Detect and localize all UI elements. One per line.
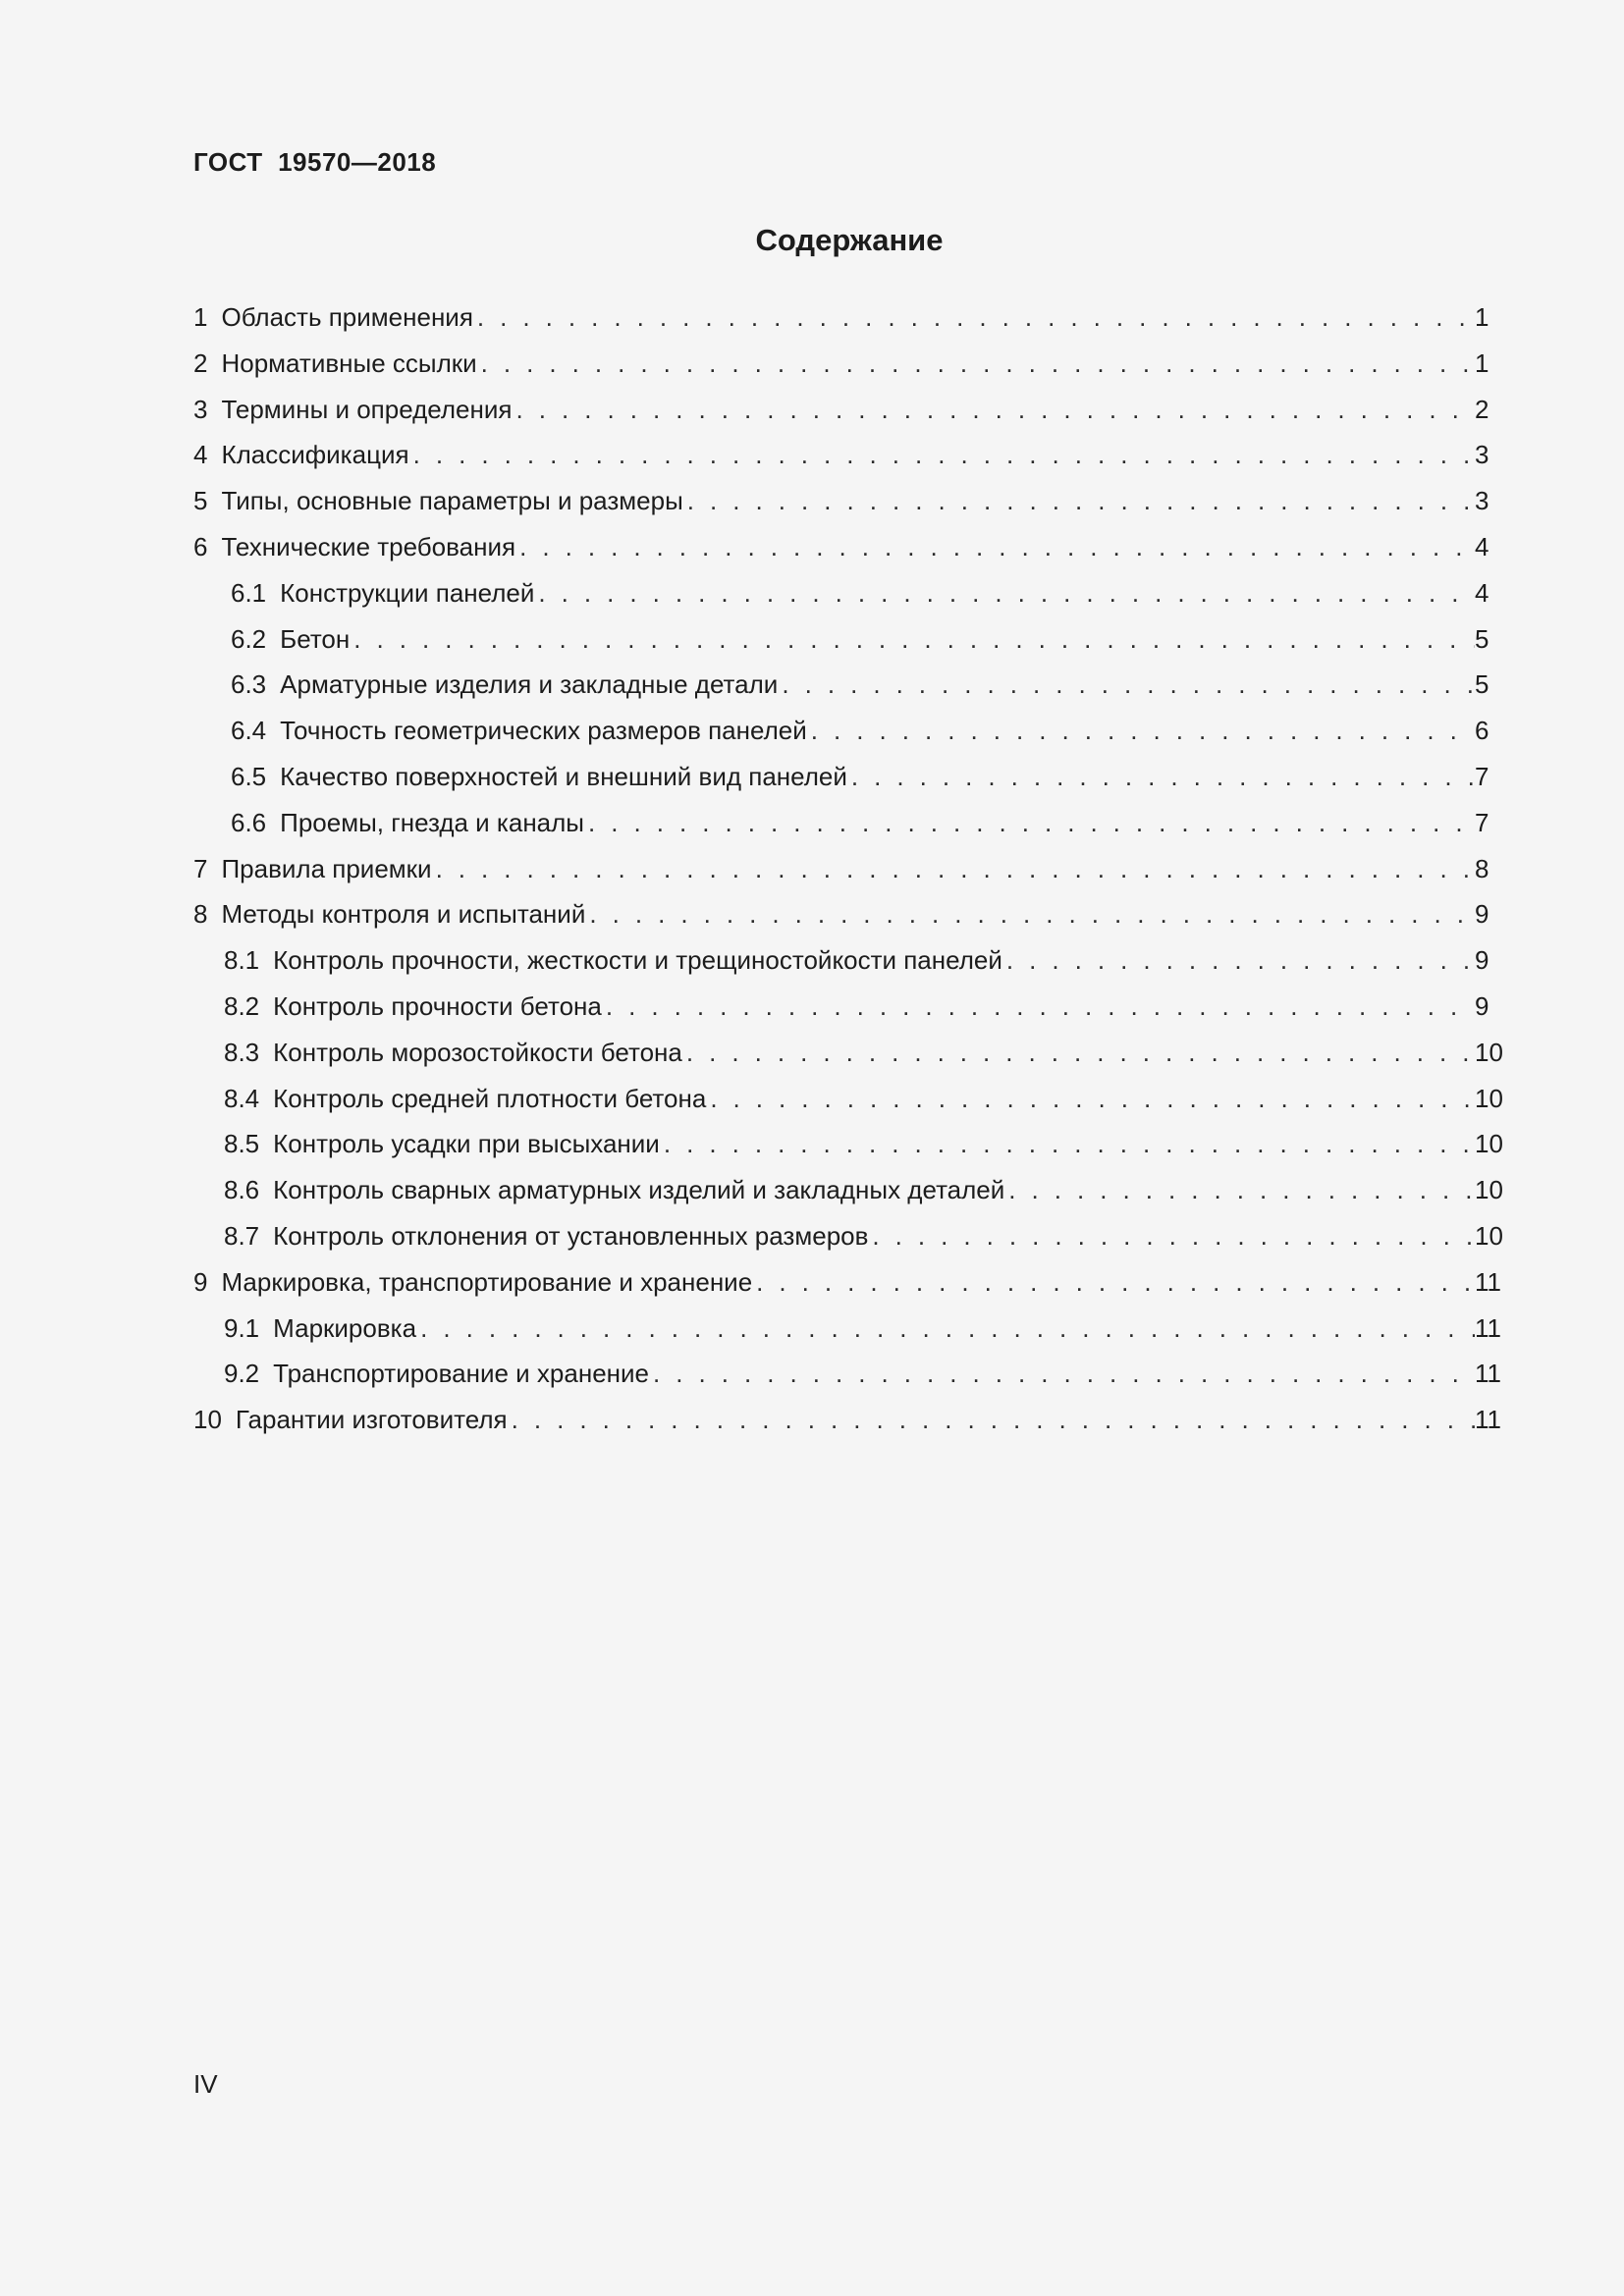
toc-dot-leader xyxy=(649,1354,1475,1393)
toc-dot-leader xyxy=(1004,1170,1475,1209)
toc-dot-leader xyxy=(682,1033,1475,1072)
toc-entry-number: 4 xyxy=(193,440,208,470)
toc-entry-number: 8.7 xyxy=(224,1220,260,1251)
toc-entry-title: Контроль усадки при высыхании xyxy=(273,1129,660,1159)
toc-entry[interactable] xyxy=(193,1079,1509,1125)
toc-dot-leader xyxy=(847,757,1475,796)
toc-dot-leader xyxy=(477,344,1475,383)
toc-entry[interactable] xyxy=(193,803,1509,849)
toc-entry-page: 9 xyxy=(1475,990,1489,1021)
toc-dot-leader xyxy=(683,481,1475,520)
toc-entry-number: 8.6 xyxy=(224,1175,260,1205)
toc-entry[interactable] xyxy=(193,435,1509,481)
toc-entry-page: 1 xyxy=(1475,347,1489,378)
toc-dot-leader xyxy=(409,435,1475,474)
toc-entry-page: 5 xyxy=(1475,669,1489,700)
toc-entry-page: 9 xyxy=(1475,945,1489,976)
toc-entry-page: 7 xyxy=(1475,761,1489,791)
toc-entry-number: 6.1 xyxy=(231,577,267,608)
toc-entry-page: 11 xyxy=(1475,1266,1501,1297)
toc-entry-title: Правила приемки xyxy=(221,853,432,883)
toc-entry-page: 4 xyxy=(1475,531,1489,561)
toc-entry-title: Нормативные ссылки xyxy=(221,347,477,378)
toc-entry-title: Маркировка, транспортирование и хранение xyxy=(221,1266,753,1297)
toc-entry-page: 10 xyxy=(1475,1129,1503,1159)
toc-entry[interactable] xyxy=(193,1354,1509,1400)
toc-entry-number: 8.1 xyxy=(224,945,260,976)
toc-dot-leader xyxy=(1002,940,1475,980)
toc-entry[interactable] xyxy=(193,1216,1509,1262)
toc-entry-number: 3 xyxy=(193,394,208,424)
toc-entry[interactable] xyxy=(193,1308,1509,1355)
toc-entry-title: Бетон xyxy=(280,623,351,654)
toc-entry-number: 5 xyxy=(193,486,208,516)
toc-entry[interactable] xyxy=(193,849,1509,895)
toc-entry-title: Качество поверхностей и внешний вид панелей xyxy=(280,761,847,791)
toc-entry-title: Контроль прочности бетона xyxy=(273,990,602,1021)
toc-entry-number: 6.2 xyxy=(231,623,267,654)
toc-entry-title: Контроль морозостойкости бетона xyxy=(273,1037,682,1067)
toc-entry-number: 8.4 xyxy=(224,1083,260,1113)
toc-entry-page: 11 xyxy=(1475,1312,1501,1343)
toc-entry-title: Арматурные изделия и закладные детали xyxy=(280,669,779,700)
toc-entry-number: 7 xyxy=(193,853,208,883)
toc-entry-number: 8.3 xyxy=(224,1037,260,1067)
toc-entry[interactable] xyxy=(193,390,1509,436)
toc-entry[interactable] xyxy=(193,1033,1509,1079)
toc-entry[interactable] xyxy=(193,987,1509,1033)
page-title: Содержание xyxy=(755,223,944,257)
toc-dot-leader xyxy=(515,527,1475,566)
toc-entry[interactable] xyxy=(193,481,1509,527)
toc-dot-leader xyxy=(778,665,1475,704)
toc-entry-number: 8.5 xyxy=(224,1129,260,1159)
toc-entry-title: Точность геометрических размеров панелей xyxy=(280,716,807,746)
toc-dot-leader xyxy=(512,390,1475,429)
toc-entry-title: Контроль прочности, жесткости и трещиностойкости панелей xyxy=(273,945,1002,976)
toc-entry-title: Конструкции панелей xyxy=(280,577,535,608)
toc-dot-leader xyxy=(868,1216,1475,1255)
toc-entry-title: Транспортирование и хранение xyxy=(273,1359,650,1389)
toc-entry-title: Типы, основные параметры и размеры xyxy=(221,486,683,516)
toc-entry-number: 6.3 xyxy=(231,669,267,700)
toc-entry-page: 10 xyxy=(1475,1037,1503,1067)
toc-entry-page: 9 xyxy=(1475,899,1489,930)
toc-entry-number: 8.2 xyxy=(224,990,260,1021)
toc-entry-title: Термины и определения xyxy=(221,394,513,424)
toc-entry[interactable] xyxy=(193,619,1509,666)
toc-dot-leader xyxy=(660,1124,1475,1163)
toc-entry[interactable] xyxy=(193,573,1509,619)
toc-entry-number: 6 xyxy=(193,531,208,561)
page-number: IV xyxy=(193,2069,218,2099)
toc-entry-title: Контроль средней плотности бетона xyxy=(273,1083,707,1113)
toc-entry[interactable] xyxy=(193,1400,1509,1446)
toc-dot-leader xyxy=(350,619,1475,659)
toc-entry-title: Проемы, гнезда и каналы xyxy=(280,807,584,837)
toc-entry-number: 9.1 xyxy=(224,1312,260,1343)
toc-entry-number: 6.5 xyxy=(231,761,267,791)
toc-entry[interactable] xyxy=(193,711,1509,757)
toc-entry-page: 2 xyxy=(1475,394,1489,424)
toc-entry-title: Классификация xyxy=(221,440,409,470)
toc-entry-title: Гарантии изготовителя xyxy=(235,1405,508,1435)
toc-entry[interactable] xyxy=(193,344,1509,390)
toc-entry[interactable] xyxy=(193,940,1509,987)
toc-entry-number: 9 xyxy=(193,1266,208,1297)
toc-entry-page: 3 xyxy=(1475,440,1489,470)
toc-entry[interactable] xyxy=(193,665,1509,711)
toc-entry-title: Технические требования xyxy=(221,531,516,561)
toc-entry-number: 8 xyxy=(193,899,208,930)
toc-dot-leader xyxy=(585,894,1475,934)
toc-entry-page: 4 xyxy=(1475,577,1489,608)
toc-entry-page: 10 xyxy=(1475,1175,1503,1205)
toc-dot-leader xyxy=(432,849,1475,888)
toc-entry-page: 7 xyxy=(1475,807,1489,837)
toc-dot-leader xyxy=(473,297,1475,337)
toc-dot-leader xyxy=(416,1308,1475,1348)
toc-dot-leader xyxy=(807,711,1475,750)
toc-entry-page: 1 xyxy=(1475,302,1489,332)
toc-entry-number: 1 xyxy=(193,302,208,332)
toc-entry-page: 10 xyxy=(1475,1083,1503,1113)
toc-entry-page: 11 xyxy=(1475,1359,1501,1389)
toc-entry-title: Контроль отклонения от установленных размеров xyxy=(273,1220,869,1251)
toc-entry-title: Контроль сварных арматурных изделий и закладных деталей xyxy=(273,1175,1005,1205)
toc-dot-leader xyxy=(752,1262,1475,1302)
table-of-contents xyxy=(193,297,1509,1446)
toc-entry-page: 3 xyxy=(1475,486,1489,516)
toc-entry-title: Методы контроля и испытаний xyxy=(221,899,586,930)
toc-entry[interactable] xyxy=(193,757,1509,803)
toc-entry-number: 6.6 xyxy=(231,807,267,837)
toc-entry[interactable] xyxy=(193,297,1509,344)
toc-entry-title: Маркировка xyxy=(273,1312,417,1343)
toc-entry[interactable] xyxy=(193,1262,1509,1308)
toc-entry[interactable] xyxy=(193,1170,1509,1216)
toc-entry-page: 11 xyxy=(1475,1405,1501,1435)
toc-entry[interactable] xyxy=(193,894,1509,940)
toc-entry-number: 10 xyxy=(193,1405,222,1435)
toc-dot-leader xyxy=(584,803,1475,842)
toc-dot-leader xyxy=(706,1079,1475,1118)
toc-entry-title: Область применения xyxy=(221,302,473,332)
toc-entry-page: 5 xyxy=(1475,623,1489,654)
toc-dot-leader xyxy=(508,1400,1475,1439)
toc-entry-page: 6 xyxy=(1475,716,1489,746)
toc-entry[interactable] xyxy=(193,527,1509,573)
toc-entry-page: 8 xyxy=(1475,853,1489,883)
toc-entry-number: 2 xyxy=(193,347,208,378)
standard-designation: ГОСТ 19570—2018 xyxy=(193,147,437,177)
toc-entry-page: 10 xyxy=(1475,1220,1503,1251)
toc-dot-leader xyxy=(534,573,1475,613)
toc-entry[interactable] xyxy=(193,1124,1509,1170)
toc-entry-number: 6.4 xyxy=(231,716,267,746)
toc-entry-number: 9.2 xyxy=(224,1359,260,1389)
toc-dot-leader xyxy=(602,987,1475,1026)
